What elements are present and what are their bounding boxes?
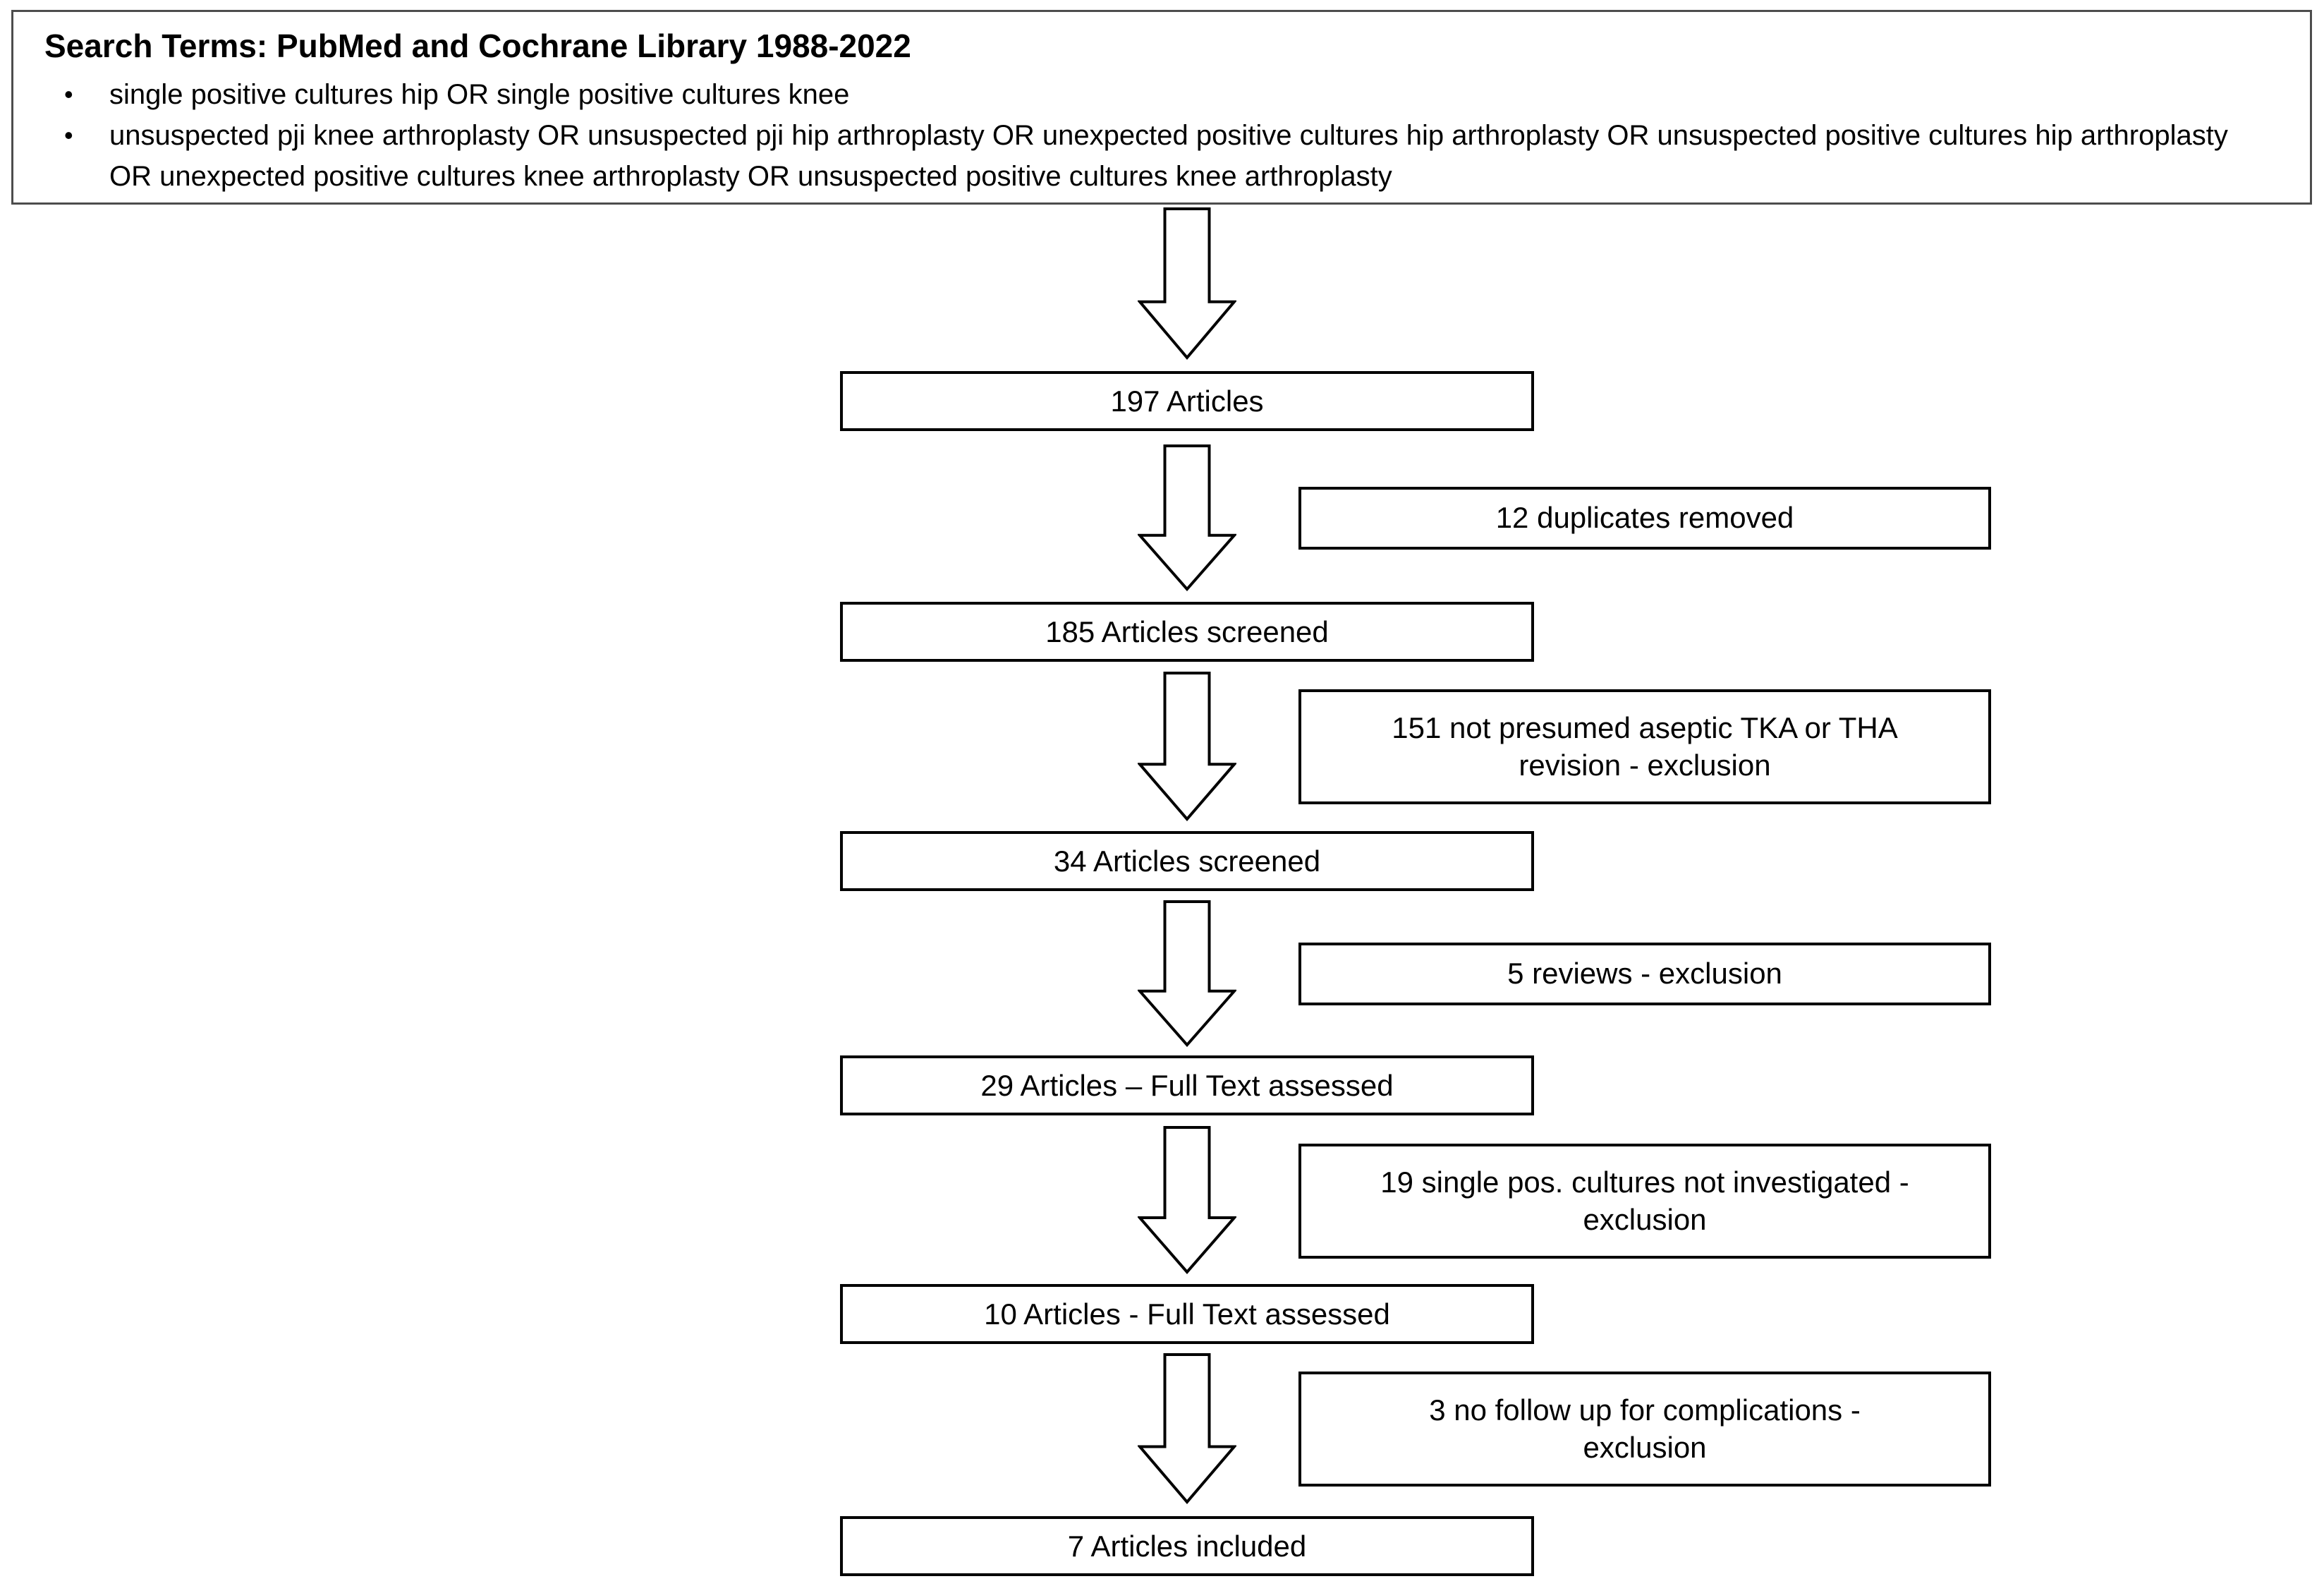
exclusion-box — [1298, 689, 1991, 804]
exclusion-box — [1298, 487, 1991, 550]
down-arrow-icon — [1138, 1353, 1236, 1504]
search-term-item — [64, 115, 2279, 197]
flow-node — [840, 371, 1534, 431]
flow-node-label: 185 Articles screened — [1045, 615, 1329, 648]
exclusion-label: 12 duplicates removed — [1495, 501, 1794, 535]
search-term-text: unsuspected pji knee arthroplasty OR unsuspected pji hip arthroplasty OR unexpected positive cultures hip arthroplasty OR unsuspected positive cultures hip arthroplasty OR unexpected positive cultures knee arthroplasty OR unsuspected positive cultures knee arthroplasty — [109, 119, 2228, 192]
flow-node-label: 10 Articles - Full Text assessed — [984, 1297, 1390, 1331]
down-arrow-icon — [1138, 900, 1236, 1047]
search-terms-list — [44, 74, 2279, 197]
flow-node-label: 197 Articles — [1110, 384, 1264, 418]
search-term-item — [64, 74, 2279, 115]
flow-node — [840, 602, 1534, 662]
down-arrow-icon — [1138, 207, 1236, 360]
flow-node — [840, 1055, 1534, 1115]
search-terms-title: Search Terms: PubMed and Cochrane Library 1988-2022 — [44, 28, 911, 64]
bullet-icon: • — [64, 120, 73, 150]
flow-node-label: 34 Articles screened — [1053, 844, 1321, 878]
exclusion-label: 19 single pos. cultures not investigated - exclusion — [1380, 1166, 1909, 1236]
exclusion-label: 151 not presumed aseptic TKA or THA revision - exclusion — [1392, 711, 1898, 782]
exclusion-box — [1298, 943, 1991, 1005]
flow-node — [840, 1516, 1534, 1576]
down-arrow-icon — [1138, 672, 1236, 821]
exclusion-box — [1298, 1372, 1991, 1487]
down-arrow-icon — [1138, 444, 1236, 591]
exclusion-box — [1298, 1144, 1991, 1259]
search-term-text: single positive cultures hip OR single positive cultures knee — [109, 78, 850, 110]
flow-node-label: 29 Articles – Full Text assessed — [980, 1068, 1394, 1102]
exclusion-label: 3 no follow up for complications - exclusion — [1429, 1393, 1861, 1464]
search-terms-box — [11, 10, 2312, 205]
bullet-icon: • — [64, 79, 73, 109]
down-arrow-icon — [1138, 1126, 1236, 1274]
flow-node — [840, 1284, 1534, 1344]
flow-node — [840, 831, 1534, 891]
exclusion-label: 5 reviews - exclusion — [1507, 957, 1782, 991]
flow-node-label: 7 Articles included — [1067, 1529, 1307, 1563]
